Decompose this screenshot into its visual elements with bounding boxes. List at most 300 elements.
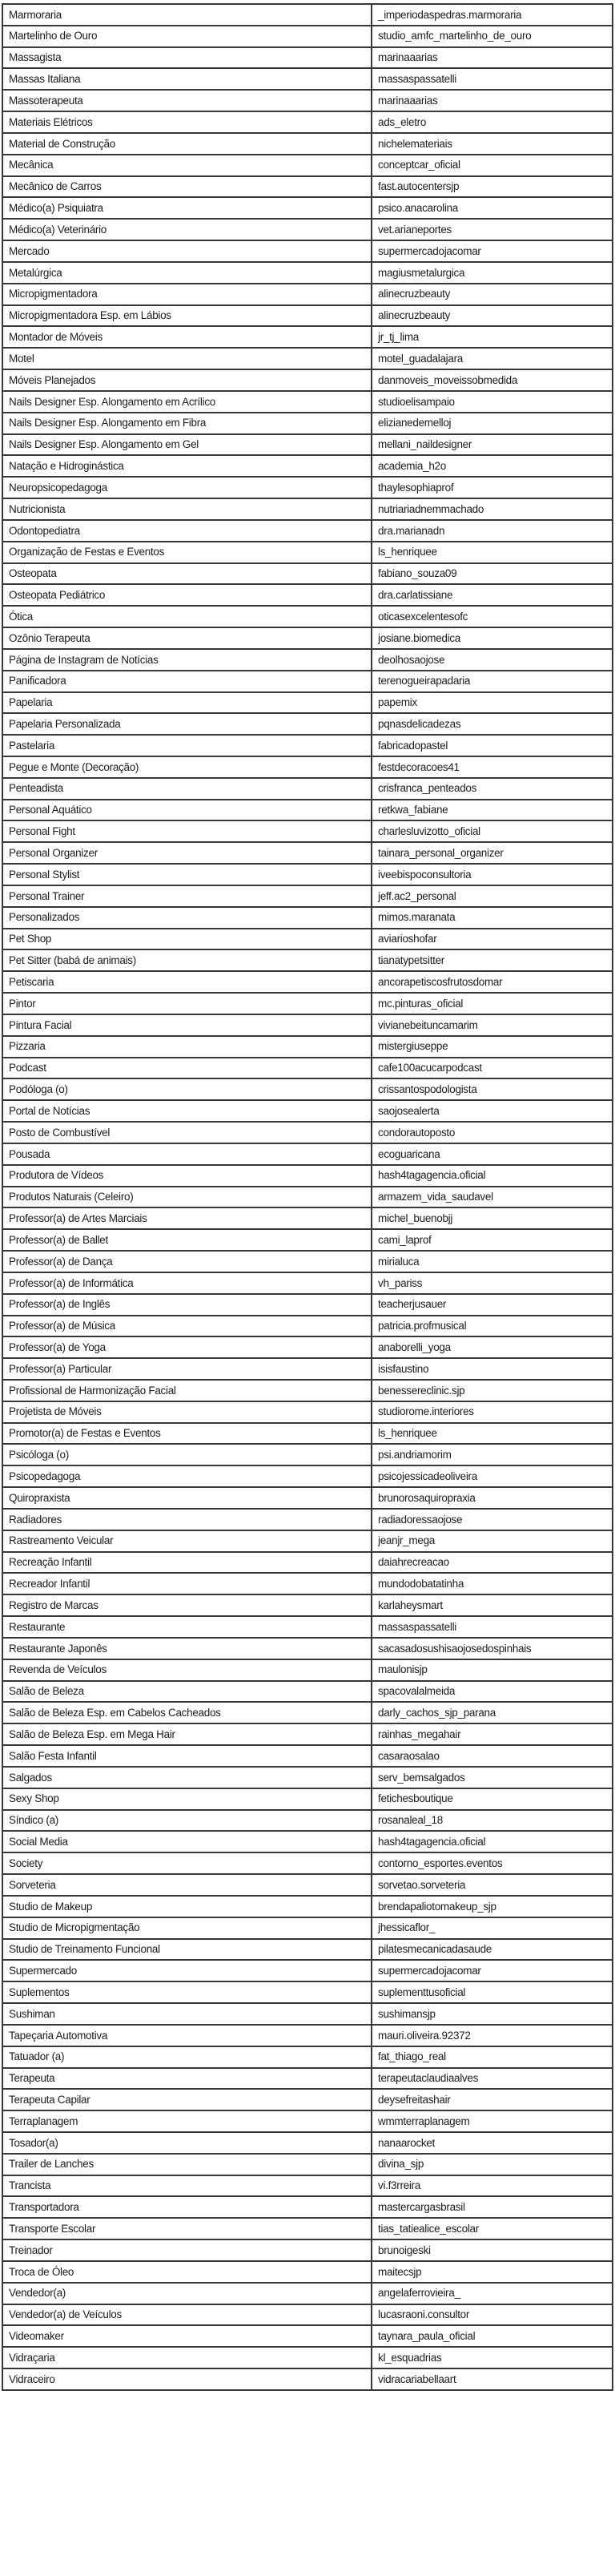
category-cell: Organização de Festas e Eventos	[2, 542, 372, 563]
table-row	[2, 1207, 613, 1229]
table-row	[2, 305, 613, 327]
category-cell: Página de Instagram de Notícias	[2, 649, 372, 671]
category-cell: Marmoraria	[2, 4, 372, 26]
table-row	[2, 649, 613, 671]
table-row	[2, 2110, 613, 2132]
handle-cell: mimos.maranata	[372, 907, 613, 929]
handle-cell: contorno_esportes.eventos	[372, 1852, 613, 1874]
handle-cell: magiusmetalurgica	[372, 262, 613, 284]
handle-cell: studio_amfc_martelinho_de_ouro	[372, 26, 613, 47]
handle-cell: cafe100acucarpodcast	[372, 1058, 613, 1079]
table-row	[2, 1444, 613, 1465]
handle-cell: fabiano_souza09	[372, 563, 613, 585]
table-row	[2, 1810, 613, 1832]
table-row	[2, 885, 613, 907]
table-row	[2, 2068, 613, 2090]
category-cell: Transporte Escolar	[2, 2218, 372, 2239]
table-row	[2, 907, 613, 929]
handle-cell: academia_h2o	[372, 455, 613, 477]
category-cell: Penteadista	[2, 778, 372, 800]
table-row	[2, 4, 613, 26]
handle-cell: mellani_naildesigner	[372, 434, 613, 456]
category-cell: Pet Shop	[2, 929, 372, 950]
table-row	[2, 1143, 613, 1165]
table-row	[2, 434, 613, 456]
handle-cell: brunorosaquiropraxia	[372, 1487, 613, 1509]
table-row	[2, 627, 613, 649]
handle-cell: tias_tatiealice_escolar	[372, 2218, 613, 2239]
category-cell: Material de Construção	[2, 133, 372, 155]
category-cell: Mercado	[2, 240, 372, 262]
handle-cell: terenogueirapadaria	[372, 671, 613, 692]
table-row	[2, 1552, 613, 1574]
category-cell: Martelinho de Ouro	[2, 26, 372, 47]
table-row	[2, 606, 613, 627]
table-row	[2, 1788, 613, 1810]
category-cell: Professor(a) de Música	[2, 1316, 372, 1337]
category-cell: Personal Aquático	[2, 800, 372, 821]
table-row	[2, 2003, 613, 2025]
handle-cell: iveebispoconsultoria	[372, 864, 613, 885]
handle-cell: ls_henriquee	[372, 1423, 613, 1445]
table-row	[2, 326, 613, 348]
category-cell: Produtos Naturais (Celeiro)	[2, 1187, 372, 1208]
handle-cell: vh_pariss	[372, 1272, 613, 1294]
handle-cell: condorautoposto	[372, 1122, 613, 1143]
handle-cell: crissantospodologista	[372, 1078, 613, 1100]
handle-cell: suplementtusoficial	[372, 1981, 613, 2003]
category-cell: Personalizados	[2, 907, 372, 929]
handle-cell: sorvetao.sorveteria	[372, 1874, 613, 1896]
handle-cell: dra.marianadn	[372, 520, 613, 542]
table-row	[2, 2154, 613, 2175]
table-row	[2, 477, 613, 498]
category-cell: Ozônio Terapeuta	[2, 627, 372, 649]
handle-cell: teacherjusauer	[372, 1294, 613, 1316]
category-cell: Pintor	[2, 993, 372, 1014]
handle-cell: spacovalalmeida	[372, 1681, 613, 1703]
category-cell: Osteopata	[2, 563, 372, 585]
handle-cell: thaylesophiaprof	[372, 477, 613, 498]
table-row	[2, 756, 613, 778]
category-cell: Personal Organizer	[2, 842, 372, 864]
table-row	[2, 1058, 613, 1079]
handle-cell: maitecsjp	[372, 2261, 613, 2283]
table-row	[2, 26, 613, 47]
table-row	[2, 1723, 613, 1745]
category-cell: Petiscaria	[2, 971, 372, 993]
handle-cell: supermercadojacomar	[372, 240, 613, 262]
category-cell: Professor(a) de Informática	[2, 1272, 372, 1294]
handle-cell: vi.f3rreira	[372, 2175, 613, 2197]
category-cell: Pizzaria	[2, 1036, 372, 1058]
table-row	[2, 1594, 613, 1616]
table-row	[2, 2368, 613, 2390]
category-cell: Vidraceiro	[2, 2368, 372, 2390]
table-row	[2, 949, 613, 971]
table-row	[2, 133, 613, 155]
handle-cell: radiadoressaojose	[372, 1509, 613, 1530]
handle-cell: charlesluvizotto_oficial	[372, 820, 613, 842]
table-row	[2, 820, 613, 842]
handle-cell: josiane.biomedica	[372, 627, 613, 649]
table-row	[2, 1981, 613, 2003]
category-cell: Promotor(a) de Festas e Eventos	[2, 1423, 372, 1445]
category-cell: Massoterapeuta	[2, 90, 372, 111]
category-cell: Rastreamento Veicular	[2, 1530, 372, 1552]
handle-cell: oticasexcelentesofc	[372, 606, 613, 627]
handle-cell: psi.andriamorim	[372, 1444, 613, 1465]
table-row	[2, 1509, 613, 1530]
category-cell: Micropigmentadora	[2, 284, 372, 305]
category-cell: Social Media	[2, 1831, 372, 1852]
table-row	[2, 563, 613, 585]
category-cell: Pastelaria	[2, 735, 372, 756]
handle-cell: mastercargasbrasil	[372, 2196, 613, 2218]
handle-cell: brunoigeski	[372, 2239, 613, 2261]
handle-cell: alinecruzbeauty	[372, 305, 613, 327]
category-cell: Suplementos	[2, 1981, 372, 2003]
category-cell: Nails Designer Esp. Alongamento em Fibra	[2, 413, 372, 434]
table-row	[2, 1165, 613, 1187]
category-cell: Neuropsicopedagoga	[2, 477, 372, 498]
handle-cell: hash4tagagencia.oficial	[372, 1165, 613, 1187]
table-row	[2, 1187, 613, 1208]
table-row	[2, 1573, 613, 1594]
table-row	[2, 1659, 613, 1681]
table-row	[2, 713, 613, 735]
table-row	[2, 1616, 613, 1638]
table-row	[2, 1229, 613, 1251]
handle-cell: tianatypetsitter	[372, 949, 613, 971]
handle-cell: rosanaleal_18	[372, 1810, 613, 1832]
category-cell: Projetista de Móveis	[2, 1401, 372, 1423]
table-row	[2, 1401, 613, 1423]
table-row	[2, 455, 613, 477]
table-row	[2, 1294, 613, 1316]
table-row	[2, 735, 613, 756]
category-cell: Podóloga (o)	[2, 1078, 372, 1100]
category-cell: Tatuador (a)	[2, 2046, 372, 2068]
table-row	[2, 1100, 613, 1122]
table-row	[2, 1874, 613, 1896]
category-cell: Pegue e Monte (Decoração)	[2, 756, 372, 778]
category-cell: Nutricionista	[2, 498, 372, 520]
table-row	[2, 1745, 613, 1767]
handle-cell: alinecruzbeauty	[372, 284, 613, 305]
category-cell: Professor(a) de Yoga	[2, 1336, 372, 1358]
table-row	[2, 1465, 613, 1487]
handle-cell: benessereclinic.sjp	[372, 1380, 613, 1401]
table-row	[2, 542, 613, 563]
handle-cell: aviarioshofar	[372, 929, 613, 950]
handle-cell: karlaheysmart	[372, 1594, 613, 1616]
table-row	[2, 262, 613, 284]
handle-cell: motel_guadalajara	[372, 348, 613, 369]
category-cell: Papelaria Personalizada	[2, 713, 372, 735]
table-row	[2, 993, 613, 1014]
table-row	[2, 1078, 613, 1100]
handle-cell: studioelisampaio	[372, 391, 613, 413]
handle-cell: fabricadopastel	[372, 735, 613, 756]
table-row	[2, 348, 613, 369]
category-cell: Videomaker	[2, 2325, 372, 2347]
category-cell: Trailer de Lanches	[2, 2154, 372, 2175]
category-cell: Mecânica	[2, 155, 372, 176]
table-row	[2, 111, 613, 133]
table-row	[2, 2261, 613, 2283]
handle-cell: fast.autocentersjp	[372, 176, 613, 198]
category-cell: Osteopata Pediátrico	[2, 584, 372, 606]
handle-cell: armazem_vida_saudavel	[372, 1187, 613, 1208]
category-cell: Mecânico de Carros	[2, 176, 372, 198]
category-cell: Restaurante Japonês	[2, 1638, 372, 1659]
table-row	[2, 240, 613, 262]
category-cell: Professor(a) de Artes Marciais	[2, 1207, 372, 1229]
handle-cell: jeanjr_mega	[372, 1530, 613, 1552]
category-cell: Pousada	[2, 1143, 372, 1165]
handle-cell: massaspassatelli	[372, 68, 613, 90]
table-row	[2, 2347, 613, 2368]
handle-cell: jeff.ac2_personal	[372, 885, 613, 907]
category-cell: Vendedor(a)	[2, 2283, 372, 2304]
handle-cell: daiahrecreacao	[372, 1552, 613, 1574]
handle-cell: crisfranca_penteados	[372, 778, 613, 800]
handle-cell: danmoveis_moveissobmedida	[372, 369, 613, 391]
handle-cell: fat_thiago_real	[372, 2046, 613, 2068]
table-row	[2, 1122, 613, 1143]
handle-cell: kl_esquadrias	[372, 2347, 613, 2368]
table-row	[2, 584, 613, 606]
handle-cell: saojosealerta	[372, 1100, 613, 1122]
category-cell: Sushiman	[2, 2003, 372, 2025]
handle-cell: divina_sjp	[372, 2154, 613, 2175]
category-cell: Psicopedagoga	[2, 1465, 372, 1487]
table-row	[2, 369, 613, 391]
category-cell: Treinador	[2, 2239, 372, 2261]
category-cell: Vendedor(a) de Veículos	[2, 2304, 372, 2326]
category-cell: Motel	[2, 348, 372, 369]
table-row	[2, 219, 613, 240]
handle-cell: casaraosalao	[372, 1745, 613, 1767]
handle-cell: mirialuca	[372, 1251, 613, 1272]
category-cell: Sorveteria	[2, 1874, 372, 1896]
category-cell: Materiais Elétricos	[2, 111, 372, 133]
handle-cell: vidracariabellaart	[372, 2368, 613, 2390]
category-cell: Salgados	[2, 1767, 372, 1788]
handle-cell: ecoguaricana	[372, 1143, 613, 1165]
category-cell: Radiadores	[2, 1509, 372, 1530]
table-row	[2, 413, 613, 434]
handle-cell: pilatesmecanicadasaude	[372, 1939, 613, 1961]
table-row	[2, 778, 613, 800]
table-row	[2, 2239, 613, 2261]
handle-cell: massaspassatelli	[372, 1616, 613, 1638]
handle-cell: ls_henriquee	[372, 542, 613, 563]
handle-cell: fetichesboutique	[372, 1788, 613, 1810]
table-row	[2, 68, 613, 90]
table-row	[2, 1767, 613, 1788]
category-cell: Profissional de Harmonização Facial	[2, 1380, 372, 1401]
table-row	[2, 155, 613, 176]
category-cell: Professor(a) de Ballet	[2, 1229, 372, 1251]
table-row	[2, 671, 613, 692]
handle-cell: mauri.oliveira.92372	[372, 2025, 613, 2046]
table-row	[2, 2046, 613, 2068]
category-cell: Ótica	[2, 606, 372, 627]
table-row	[2, 1036, 613, 1058]
table-row	[2, 2196, 613, 2218]
category-cell: Terraplanagem	[2, 2110, 372, 2132]
handle-cell: jhessicaflor_	[372, 1917, 613, 1939]
category-cell: Transportadora	[2, 2196, 372, 2218]
handle-cell: psicojessicadeoliveira	[372, 1465, 613, 1487]
table-row	[2, 1960, 613, 1981]
handle-cell: serv_bemsalgados	[372, 1767, 613, 1788]
category-cell: Metalúrgica	[2, 262, 372, 284]
handle-cell: terapeutaclaudiaalves	[372, 2068, 613, 2090]
handle-cell: conceptcar_oficial	[372, 155, 613, 176]
category-cell: Podcast	[2, 1058, 372, 1079]
table-row	[2, 864, 613, 885]
category-cell: Personal Fight	[2, 820, 372, 842]
handle-cell: marinaaarias	[372, 47, 613, 69]
table-row	[2, 929, 613, 950]
handle-cell: mc.pinturas_oficial	[372, 993, 613, 1014]
handle-cell: deysefreitashair	[372, 2089, 613, 2110]
table-row	[2, 842, 613, 864]
table-row	[2, 1917, 613, 1939]
table-row	[2, 971, 613, 993]
table-row	[2, 1638, 613, 1659]
table-row	[2, 391, 613, 413]
table-row	[2, 1336, 613, 1358]
handle-cell: nanaarocket	[372, 2132, 613, 2154]
handle-cell: pqnasdelicadezas	[372, 713, 613, 735]
table-row	[2, 1939, 613, 1961]
table-row	[2, 2325, 613, 2347]
category-cell: Terapeuta Capilar	[2, 2089, 372, 2110]
table-row	[2, 520, 613, 542]
category-cell: Quiropraxista	[2, 1487, 372, 1509]
table-row	[2, 90, 613, 111]
category-cell: Nails Designer Esp. Alongamento em Gel	[2, 434, 372, 456]
category-cell: Restaurante	[2, 1616, 372, 1638]
table-row	[2, 800, 613, 821]
handle-cell: rainhas_megahair	[372, 1723, 613, 1745]
category-cell: Personal Trainer	[2, 885, 372, 907]
table-row	[2, 1251, 613, 1272]
table-row	[2, 176, 613, 198]
table-row	[2, 1380, 613, 1401]
handle-cell: michel_buenobjj	[372, 1207, 613, 1229]
category-cell: Nails Designer Esp. Alongamento em Acrílico	[2, 391, 372, 413]
category-cell: Vidraçaria	[2, 2347, 372, 2368]
handle-cell: nichelemateriais	[372, 133, 613, 155]
table-row	[2, 1896, 613, 1917]
handle-cell: deolhosaojose	[372, 649, 613, 671]
handle-cell: nutriariadnemmachado	[372, 498, 613, 520]
handle-cell: vet.arianeportes	[372, 219, 613, 240]
table-row	[2, 2132, 613, 2154]
handle-cell: hash4tagagencia.oficial	[372, 1831, 613, 1852]
category-cell: Papelaria	[2, 692, 372, 714]
table-row	[2, 1702, 613, 1723]
category-cell: Posto de Combustível	[2, 1122, 372, 1143]
handle-cell: retkwa_fabiane	[372, 800, 613, 821]
category-cell: Society	[2, 1852, 372, 1874]
table-row	[2, 2089, 613, 2110]
handle-cell: maulonisjp	[372, 1659, 613, 1681]
table-row	[2, 1423, 613, 1445]
table-row	[2, 2283, 613, 2304]
category-cell: Recreação Infantil	[2, 1552, 372, 1574]
table-row	[2, 284, 613, 305]
handle-cell: ads_eletro	[372, 111, 613, 133]
table-body	[2, 4, 613, 2390]
category-cell: Studio de Micropigmentação	[2, 1917, 372, 1939]
category-cell: Natação e Hidroginástica	[2, 455, 372, 477]
table-row	[2, 2025, 613, 2046]
category-cell: Portal de Notícias	[2, 1100, 372, 1122]
category-cell: Panificadora	[2, 671, 372, 692]
table-row	[2, 1272, 613, 1294]
handle-cell: patricia.profmusical	[372, 1316, 613, 1337]
handle-cell: supermercadojacomar	[372, 1960, 613, 1981]
handle-cell: sushimansjp	[372, 2003, 613, 2025]
table-row	[2, 1316, 613, 1337]
handle-cell: brendapaliotomakeup_sjp	[372, 1896, 613, 1917]
category-cell: Professor(a) de Inglês	[2, 1294, 372, 1316]
handle-cell: _imperiodaspedras.marmoraria	[372, 4, 613, 26]
category-cell: Sexy Shop	[2, 1788, 372, 1810]
table-row	[2, 1358, 613, 1380]
table-row	[2, 1681, 613, 1703]
handle-cell: dra.carlatissiane	[372, 584, 613, 606]
table-row	[2, 197, 613, 219]
category-handle-table	[2, 3, 613, 2391]
handle-cell: isisfaustino	[372, 1358, 613, 1380]
table-row	[2, 1831, 613, 1852]
category-cell: Odontopediatra	[2, 520, 372, 542]
category-cell: Tapeçaria Automotiva	[2, 2025, 372, 2046]
handle-cell: jr_tj_lima	[372, 326, 613, 348]
category-cell: Personal Stylist	[2, 864, 372, 885]
category-cell: Médico(a) Veterinário	[2, 219, 372, 240]
handle-cell: tainara_personal_organizer	[372, 842, 613, 864]
category-cell: Terapeuta	[2, 2068, 372, 2090]
category-cell: Tosador(a)	[2, 2132, 372, 2154]
table-row	[2, 692, 613, 714]
category-cell: Médico(a) Psiquiatra	[2, 197, 372, 219]
category-cell: Salão Festa Infantil	[2, 1745, 372, 1767]
handle-cell: anaborelli_yoga	[372, 1336, 613, 1358]
handle-cell: mundodobatatinha	[372, 1573, 613, 1594]
handle-cell: papemix	[372, 692, 613, 714]
category-cell: Salão de Beleza	[2, 1681, 372, 1703]
category-cell: Professor(a) Particular	[2, 1358, 372, 1380]
category-cell: Trancista	[2, 2175, 372, 2197]
handle-cell: angelaferrovieira_	[372, 2283, 613, 2304]
handle-cell: lucasraoni.consultor	[372, 2304, 613, 2326]
handle-cell: wmmterraplanagem	[372, 2110, 613, 2132]
table-row	[2, 1487, 613, 1509]
category-cell: Troca de Óleo	[2, 2261, 372, 2283]
category-cell: Salão de Beleza Esp. em Mega Hair	[2, 1723, 372, 1745]
category-cell: Supermercado	[2, 1960, 372, 1981]
table-row	[2, 2218, 613, 2239]
handle-cell: ancorapetiscosfrutosdomar	[372, 971, 613, 993]
